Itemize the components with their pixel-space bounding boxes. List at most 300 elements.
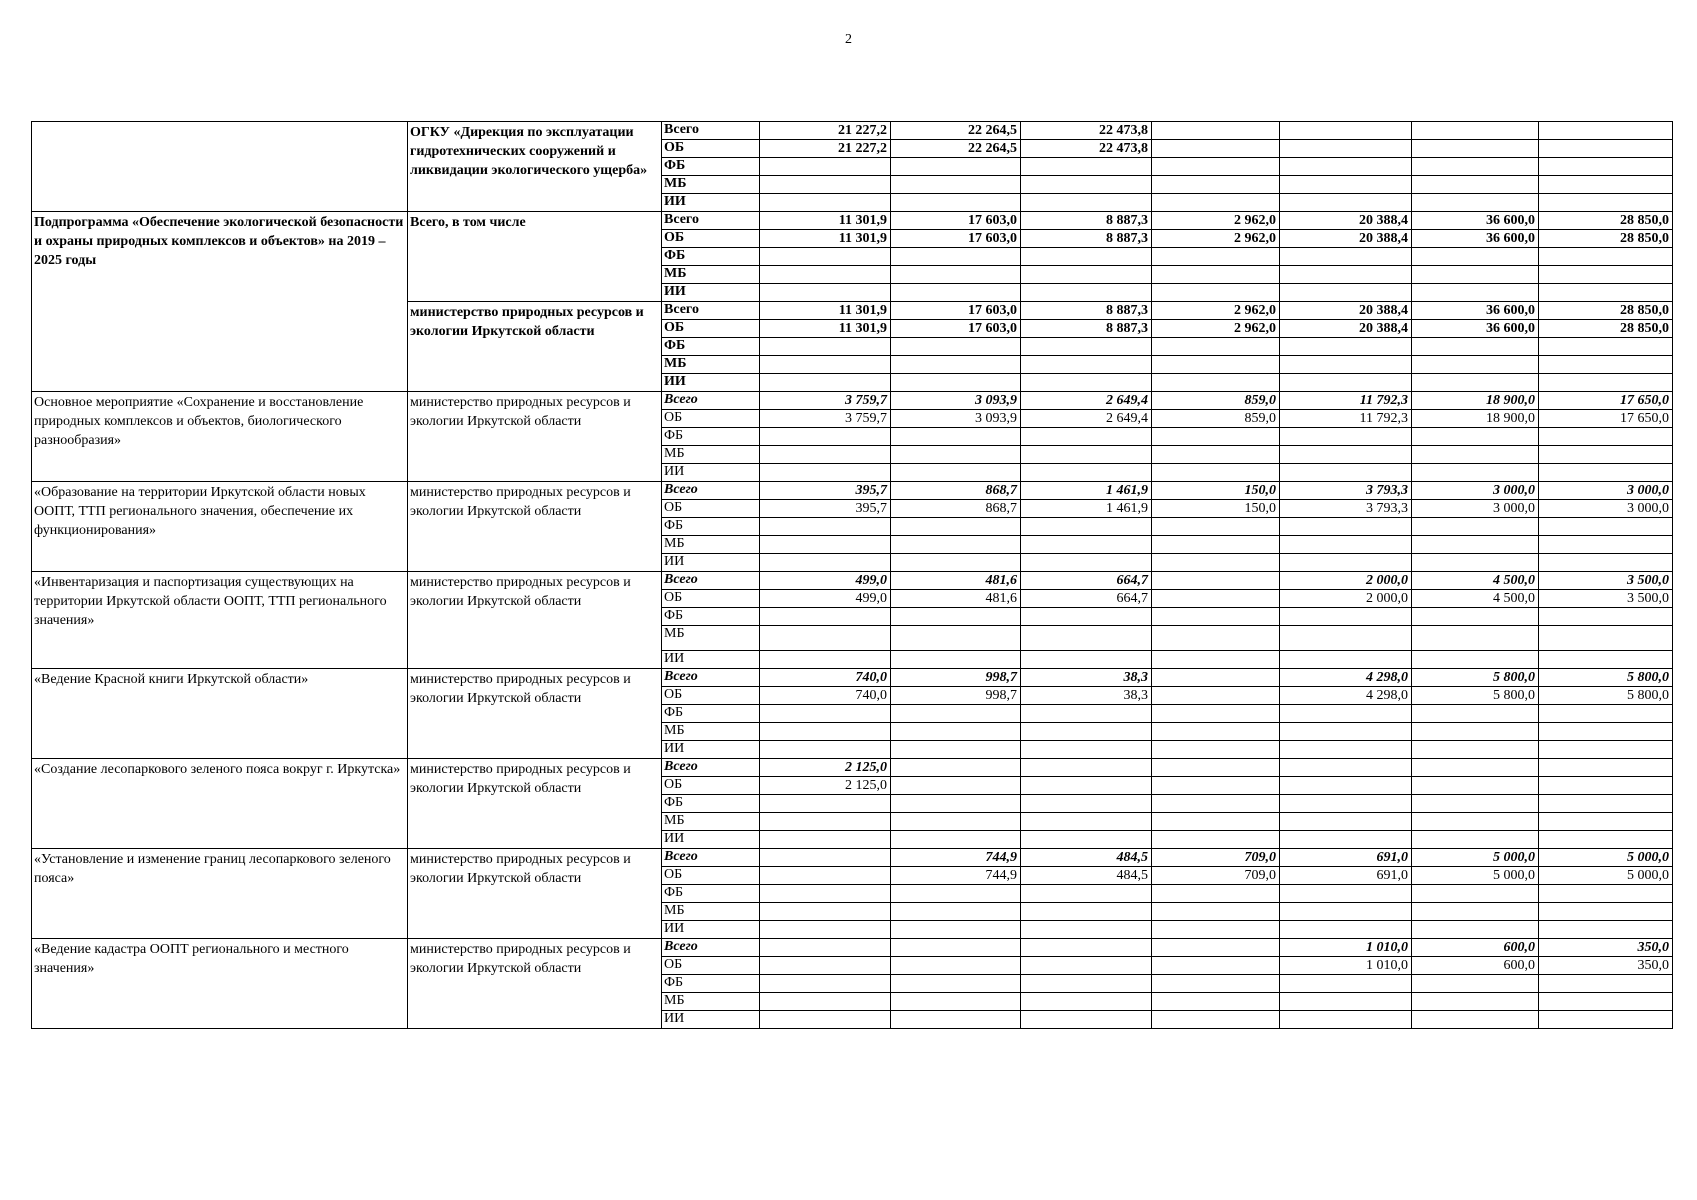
amount-cell	[1152, 759, 1280, 777]
amount-cell: 8 887,3	[1021, 212, 1152, 230]
amount-cell	[1152, 651, 1280, 669]
funding-source-cell: МБ	[662, 266, 760, 284]
amount-cell: 868,7	[891, 482, 1021, 500]
amount-cell: 28 850,0	[1539, 302, 1673, 320]
amount-cell: 3 793,3	[1280, 500, 1412, 518]
amount-cell: 36 600,0	[1412, 320, 1539, 338]
amount-cell	[1152, 140, 1280, 158]
amount-cell	[1412, 266, 1539, 284]
amount-cell	[1280, 885, 1412, 903]
amount-cell	[1412, 536, 1539, 554]
amount-cell: 2 000,0	[1280, 572, 1412, 590]
amount-cell	[760, 867, 891, 885]
amount-cell: 859,0	[1152, 410, 1280, 428]
executor-cell: министерство природных ресурсов и экологии Иркутской области	[408, 939, 662, 1029]
amount-cell	[760, 993, 891, 1011]
amount-cell: 20 388,4	[1280, 212, 1412, 230]
amount-cell	[891, 651, 1021, 669]
amount-cell	[1280, 1011, 1412, 1029]
program-name-cell: «Инвентаризация и паспортизация существующих на территории Иркутской области ООПТ, ТТП регионального значения»	[32, 572, 408, 669]
amount-cell	[760, 158, 891, 176]
amount-cell	[1539, 626, 1673, 651]
amount-cell	[1152, 356, 1280, 374]
amount-cell	[760, 921, 891, 939]
amount-cell	[1152, 338, 1280, 356]
amount-cell	[1152, 777, 1280, 795]
amount-cell: 21 227,2	[760, 140, 891, 158]
amount-cell	[1539, 374, 1673, 392]
funding-source-cell: ФБ	[662, 338, 760, 356]
amount-cell	[1152, 284, 1280, 302]
amount-cell	[1152, 554, 1280, 572]
amount-cell	[760, 284, 891, 302]
amount-cell	[1412, 338, 1539, 356]
amount-cell	[891, 356, 1021, 374]
program-name-cell: «Ведение Красной книги Иркутской области»	[32, 669, 408, 759]
amount-cell	[1412, 723, 1539, 741]
amount-cell	[1021, 338, 1152, 356]
amount-cell	[891, 813, 1021, 831]
amount-cell: 395,7	[760, 482, 891, 500]
amount-cell	[1412, 158, 1539, 176]
amount-cell	[1412, 608, 1539, 626]
amount-cell	[1539, 158, 1673, 176]
amount-cell	[1280, 194, 1412, 212]
amount-cell	[760, 957, 891, 975]
amount-cell: 709,0	[1152, 867, 1280, 885]
executor-cell: ОГКУ «Дирекция по эксплуатации гидротехнических сооружений и ликвидации экологического ущерба»	[408, 122, 662, 212]
amount-cell	[760, 608, 891, 626]
amount-cell	[1021, 374, 1152, 392]
amount-cell	[760, 464, 891, 482]
amount-cell: 998,7	[891, 669, 1021, 687]
amount-cell: 5 800,0	[1412, 687, 1539, 705]
funding-source-cell: ИИ	[662, 194, 760, 212]
amount-cell	[1152, 705, 1280, 723]
amount-cell	[760, 651, 891, 669]
table-body	[32, 122, 1673, 1029]
amount-cell: 3 500,0	[1539, 572, 1673, 590]
program-name-cell: «Создание лесопаркового зеленого пояса вокруг г. Иркутска»	[32, 759, 408, 849]
amount-cell: 4 500,0	[1412, 572, 1539, 590]
funding-source-cell: ИИ	[662, 1011, 760, 1029]
amount-cell: 5 800,0	[1539, 687, 1673, 705]
amount-cell: 150,0	[1152, 482, 1280, 500]
amount-cell	[1280, 651, 1412, 669]
amount-cell: 21 227,2	[760, 122, 891, 140]
amount-cell: 1 461,9	[1021, 500, 1152, 518]
amount-cell	[1280, 536, 1412, 554]
amount-cell: 3 000,0	[1412, 500, 1539, 518]
amount-cell	[1539, 284, 1673, 302]
amount-cell	[1152, 590, 1280, 608]
amount-cell	[1412, 903, 1539, 921]
amount-cell	[891, 903, 1021, 921]
funding-source-cell: ОБ	[662, 230, 760, 248]
amount-cell	[1152, 572, 1280, 590]
amount-cell: 17 650,0	[1539, 392, 1673, 410]
amount-cell	[891, 176, 1021, 194]
amount-cell: 5 000,0	[1412, 849, 1539, 867]
amount-cell	[1152, 248, 1280, 266]
amount-cell	[1539, 446, 1673, 464]
amount-cell	[760, 885, 891, 903]
amount-cell	[891, 284, 1021, 302]
amount-cell	[1152, 903, 1280, 921]
funding-source-cell: ФБ	[662, 885, 760, 903]
amount-cell	[1280, 921, 1412, 939]
amount-cell: 3 759,7	[760, 410, 891, 428]
amount-cell	[1539, 975, 1673, 993]
amount-cell: 484,5	[1021, 867, 1152, 885]
funding-source-cell: ИИ	[662, 554, 760, 572]
amount-cell: 1 010,0	[1280, 957, 1412, 975]
amount-cell: 499,0	[760, 590, 891, 608]
amount-cell	[1280, 284, 1412, 302]
funding-source-cell: ОБ	[662, 687, 760, 705]
amount-cell: 600,0	[1412, 957, 1539, 975]
table-row	[32, 212, 1673, 230]
amount-cell: 17 650,0	[1539, 410, 1673, 428]
amount-cell	[1539, 705, 1673, 723]
amount-cell	[1021, 813, 1152, 831]
amount-cell	[891, 939, 1021, 957]
amount-cell	[1539, 831, 1673, 849]
funding-source-cell: Всего	[662, 392, 760, 410]
amount-cell	[1280, 759, 1412, 777]
amount-cell	[1539, 194, 1673, 212]
amount-cell: 744,9	[891, 849, 1021, 867]
amount-cell	[891, 194, 1021, 212]
amount-cell	[1412, 428, 1539, 446]
amount-cell	[1021, 759, 1152, 777]
funding-source-cell: ИИ	[662, 831, 760, 849]
funding-source-cell: Всего	[662, 759, 760, 777]
amount-cell	[891, 626, 1021, 651]
amount-cell	[891, 777, 1021, 795]
amount-cell	[1021, 608, 1152, 626]
funding-source-cell: ОБ	[662, 410, 760, 428]
amount-cell	[891, 921, 1021, 939]
funding-source-cell: Всего	[662, 212, 760, 230]
amount-cell	[1412, 795, 1539, 813]
amount-cell	[1152, 813, 1280, 831]
program-name-cell: «Образование на территории Иркутской области новых ООПТ, ТТП регионального значения, обеспечение их функционирования»	[32, 482, 408, 572]
executor-cell: министерство природных ресурсов и экологии Иркутской области	[408, 669, 662, 759]
amount-cell	[1412, 176, 1539, 194]
amount-cell: 36 600,0	[1412, 302, 1539, 320]
amount-cell	[1152, 428, 1280, 446]
amount-cell: 691,0	[1280, 849, 1412, 867]
funding-source-cell: ФБ	[662, 705, 760, 723]
amount-cell: 17 603,0	[891, 212, 1021, 230]
funding-source-cell: ОБ	[662, 777, 760, 795]
amount-cell	[760, 194, 891, 212]
amount-cell: 28 850,0	[1539, 230, 1673, 248]
amount-cell: 22 264,5	[891, 140, 1021, 158]
amount-cell	[1021, 428, 1152, 446]
amount-cell	[1280, 626, 1412, 651]
amount-cell	[1412, 741, 1539, 759]
amount-cell	[1412, 446, 1539, 464]
amount-cell	[1280, 723, 1412, 741]
amount-cell	[891, 554, 1021, 572]
amount-cell: 17 603,0	[891, 302, 1021, 320]
amount-cell	[1539, 795, 1673, 813]
amount-cell	[1021, 554, 1152, 572]
amount-cell	[891, 993, 1021, 1011]
amount-cell	[891, 338, 1021, 356]
amount-cell	[1539, 885, 1673, 903]
funding-source-cell: ИИ	[662, 464, 760, 482]
funding-source-cell: Всего	[662, 669, 760, 687]
amount-cell: 481,6	[891, 572, 1021, 590]
amount-cell: 3 000,0	[1412, 482, 1539, 500]
funding-source-cell: ОБ	[662, 867, 760, 885]
budget-table	[31, 121, 1673, 1029]
funding-source-cell: МБ	[662, 993, 760, 1011]
funding-source-cell: Всего	[662, 302, 760, 320]
amount-cell: 5 000,0	[1539, 849, 1673, 867]
program-name-cell: Основное мероприятие «Сохранение и восстановление природных комплексов и объектов, биологического разнообразия»	[32, 392, 408, 482]
amount-cell: 20 388,4	[1280, 230, 1412, 248]
amount-cell: 484,5	[1021, 849, 1152, 867]
amount-cell	[1539, 741, 1673, 759]
amount-cell	[1280, 975, 1412, 993]
amount-cell	[1280, 356, 1412, 374]
amount-cell	[1021, 777, 1152, 795]
amount-cell	[1412, 140, 1539, 158]
amount-cell	[1412, 248, 1539, 266]
amount-cell	[760, 741, 891, 759]
amount-cell: 2 962,0	[1152, 320, 1280, 338]
amount-cell: 3 793,3	[1280, 482, 1412, 500]
amount-cell	[1280, 338, 1412, 356]
amount-cell	[1152, 885, 1280, 903]
amount-cell: 2 649,4	[1021, 410, 1152, 428]
amount-cell	[891, 536, 1021, 554]
amount-cell	[1280, 705, 1412, 723]
amount-cell	[1539, 1011, 1673, 1029]
amount-cell	[1412, 194, 1539, 212]
amount-cell	[891, 975, 1021, 993]
amount-cell	[891, 741, 1021, 759]
table-row	[32, 849, 1673, 867]
amount-cell	[1280, 158, 1412, 176]
amount-cell: 11 792,3	[1280, 392, 1412, 410]
amount-cell	[760, 248, 891, 266]
amount-cell	[1280, 446, 1412, 464]
funding-source-cell: МБ	[662, 626, 760, 651]
amount-cell	[1412, 921, 1539, 939]
amount-cell: 998,7	[891, 687, 1021, 705]
amount-cell	[891, 723, 1021, 741]
amount-cell: 11 301,9	[760, 212, 891, 230]
amount-cell	[760, 428, 891, 446]
amount-cell	[1021, 993, 1152, 1011]
amount-cell	[1539, 338, 1673, 356]
amount-cell	[1021, 921, 1152, 939]
amount-cell	[1412, 651, 1539, 669]
amount-cell	[1412, 374, 1539, 392]
amount-cell	[1021, 266, 1152, 284]
funding-source-cell: ИИ	[662, 741, 760, 759]
amount-cell	[1280, 903, 1412, 921]
funding-source-cell: ИИ	[662, 651, 760, 669]
amount-cell	[1021, 536, 1152, 554]
amount-cell: 740,0	[760, 669, 891, 687]
funding-source-cell: ОБ	[662, 140, 760, 158]
amount-cell	[1539, 428, 1673, 446]
program-name-cell	[32, 122, 408, 212]
amount-cell	[1152, 957, 1280, 975]
amount-cell	[760, 266, 891, 284]
amount-cell: 4 500,0	[1412, 590, 1539, 608]
amount-cell	[1280, 554, 1412, 572]
executor-cell: министерство природных ресурсов и экологии Иркутской области	[408, 759, 662, 849]
amount-cell	[760, 903, 891, 921]
amount-cell	[1152, 993, 1280, 1011]
funding-source-cell: ИИ	[662, 284, 760, 302]
amount-cell: 3 000,0	[1539, 482, 1673, 500]
amount-cell	[1021, 975, 1152, 993]
amount-cell: 17 603,0	[891, 230, 1021, 248]
amount-cell: 350,0	[1539, 957, 1673, 975]
amount-cell	[760, 705, 891, 723]
amount-cell	[1412, 759, 1539, 777]
table-row	[32, 392, 1673, 410]
amount-cell	[891, 266, 1021, 284]
amount-cell	[1152, 939, 1280, 957]
funding-source-cell: ОБ	[662, 320, 760, 338]
funding-source-cell: ИИ	[662, 374, 760, 392]
amount-cell	[1412, 626, 1539, 651]
amount-cell	[1539, 464, 1673, 482]
amount-cell: 20 388,4	[1280, 320, 1412, 338]
amount-cell	[760, 446, 891, 464]
funding-source-cell: МБ	[662, 446, 760, 464]
amount-cell	[1539, 921, 1673, 939]
amount-cell	[1280, 993, 1412, 1011]
amount-cell	[1280, 795, 1412, 813]
funding-source-cell: ОБ	[662, 590, 760, 608]
amount-cell	[1021, 795, 1152, 813]
amount-cell	[760, 338, 891, 356]
amount-cell: 350,0	[1539, 939, 1673, 957]
amount-cell	[1539, 248, 1673, 266]
amount-cell	[1412, 885, 1539, 903]
amount-cell	[760, 1011, 891, 1029]
amount-cell: 11 301,9	[760, 320, 891, 338]
amount-cell	[891, 957, 1021, 975]
amount-cell	[1412, 518, 1539, 536]
amount-cell	[1280, 608, 1412, 626]
amount-cell	[891, 374, 1021, 392]
amount-cell	[1539, 777, 1673, 795]
amount-cell	[760, 518, 891, 536]
amount-cell: 600,0	[1412, 939, 1539, 957]
amount-cell	[1152, 975, 1280, 993]
amount-cell	[891, 608, 1021, 626]
amount-cell: 481,6	[891, 590, 1021, 608]
amount-cell	[1021, 356, 1152, 374]
amount-cell	[1021, 723, 1152, 741]
amount-cell	[760, 536, 891, 554]
amount-cell	[1539, 140, 1673, 158]
amount-cell	[1021, 446, 1152, 464]
amount-cell: 499,0	[760, 572, 891, 590]
amount-cell: 4 298,0	[1280, 687, 1412, 705]
funding-source-cell: ФБ	[662, 795, 760, 813]
amount-cell: 17 603,0	[891, 320, 1021, 338]
amount-cell: 8 887,3	[1021, 230, 1152, 248]
amount-cell	[1152, 374, 1280, 392]
amount-cell	[760, 813, 891, 831]
amount-cell	[891, 248, 1021, 266]
amount-cell	[891, 1011, 1021, 1029]
amount-cell	[1539, 608, 1673, 626]
funding-source-cell: МБ	[662, 903, 760, 921]
funding-source-cell: ОБ	[662, 500, 760, 518]
table-row	[32, 669, 1673, 687]
table-row	[32, 939, 1673, 957]
amount-cell: 20 388,4	[1280, 302, 1412, 320]
amount-cell	[1152, 831, 1280, 849]
executor-cell: министерство природных ресурсов и экологии Иркутской области	[408, 392, 662, 482]
amount-cell	[1539, 903, 1673, 921]
funding-source-cell: ФБ	[662, 608, 760, 626]
funding-source-cell: МБ	[662, 723, 760, 741]
amount-cell	[1412, 993, 1539, 1011]
funding-source-cell: ИИ	[662, 921, 760, 939]
amount-cell: 868,7	[891, 500, 1021, 518]
amount-cell: 2 649,4	[1021, 392, 1152, 410]
amount-cell	[1412, 356, 1539, 374]
amount-cell: 36 600,0	[1412, 212, 1539, 230]
amount-cell	[1021, 957, 1152, 975]
table-row	[32, 759, 1673, 777]
program-name-cell: «Ведение кадастра ООПТ регионального и местного значения»	[32, 939, 408, 1029]
amount-cell	[891, 464, 1021, 482]
amount-cell	[1152, 1011, 1280, 1029]
amount-cell: 744,9	[891, 867, 1021, 885]
amount-cell	[1152, 194, 1280, 212]
amount-cell: 1 461,9	[1021, 482, 1152, 500]
amount-cell	[760, 554, 891, 572]
amount-cell	[760, 849, 891, 867]
amount-cell	[1539, 554, 1673, 572]
amount-cell	[1412, 1011, 1539, 1029]
amount-cell	[1539, 651, 1673, 669]
amount-cell	[1021, 885, 1152, 903]
amount-cell: 18 900,0	[1412, 392, 1539, 410]
funding-source-cell: ФБ	[662, 518, 760, 536]
amount-cell	[1152, 687, 1280, 705]
amount-cell	[1021, 651, 1152, 669]
amount-cell: 709,0	[1152, 849, 1280, 867]
amount-cell	[1021, 518, 1152, 536]
amount-cell	[760, 176, 891, 194]
amount-cell	[891, 795, 1021, 813]
amount-cell: 691,0	[1280, 867, 1412, 885]
amount-cell	[1539, 266, 1673, 284]
amount-cell	[1412, 975, 1539, 993]
funding-source-cell: Всего	[662, 849, 760, 867]
program-name-cell: «Установление и изменение границ лесопаркового зеленого пояса»	[32, 849, 408, 939]
amount-cell: 36 600,0	[1412, 230, 1539, 248]
amount-cell: 18 900,0	[1412, 410, 1539, 428]
amount-cell	[1021, 464, 1152, 482]
